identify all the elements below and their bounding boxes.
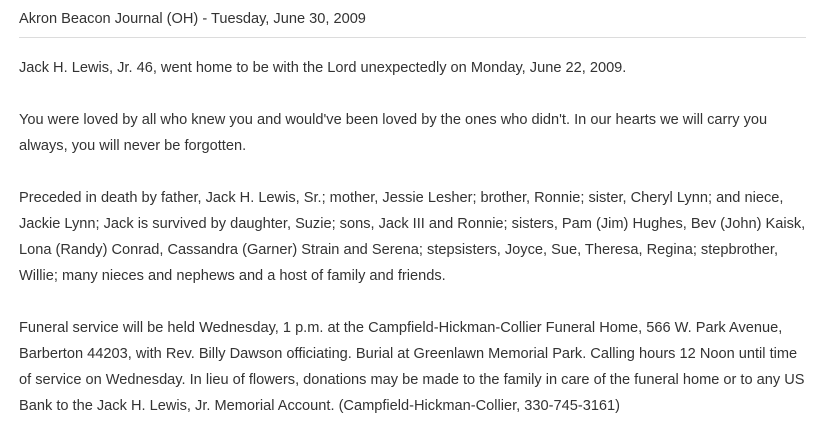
obituary-paragraph-family: Preceded in death by father, Jack H. Lewis, Sr.; mother, Jessie Lesher; brother, Ronnie; sister, Cheryl Lynn; and niece, Jackie Lynn; Jack is survived by daughter, Suzie; sons, Jack III and Ronnie; sisters, Pam (Jim) Hughes, Bev (John) Kaisk, Lona (Randy) Conrad, Cassandra (Garner) Strain and Serena; stepsisters, Joyce, Sue, Theresa, Regina; stepbrother, Willie; many nieces and nephews and a host of family and friends. [19,190,806,284]
obituary-body [19,38,806,419]
obituary-paragraph-announcement: Jack H. Lewis, Jr. 46, went home to be with the Lord unexpectedly on Monday, June 22, 2009. [19,60,627,76]
publication-header: Akron Beacon Journal (OH) - Tuesday, June 30, 2009 [19,9,806,38]
obituary-paragraph-tribute: You were loved by all who knew you and would've been loved by the ones who didn't. In our hearts we will carry you always, you will never be forgotten. [19,112,768,154]
obituary-paragraph-service: Funeral service will be held Wednesday, 1 p.m. at the Campfield-Hickman-Collier Funeral Home, 566 W. Park Avenue, Barberton 44203, with Rev. Billy Dawson officiating. Burial at Greenlawn Memorial Park. Calling hours 12 Noon until time of service on Wednesday. In lieu of flowers, donations may be made to the family in care of the funeral home or to any US Bank to the Jack H. Lewis, Jr. Memorial Account. (Campfield-Hickman-Collier, 330-745-3161) [19,320,805,414]
